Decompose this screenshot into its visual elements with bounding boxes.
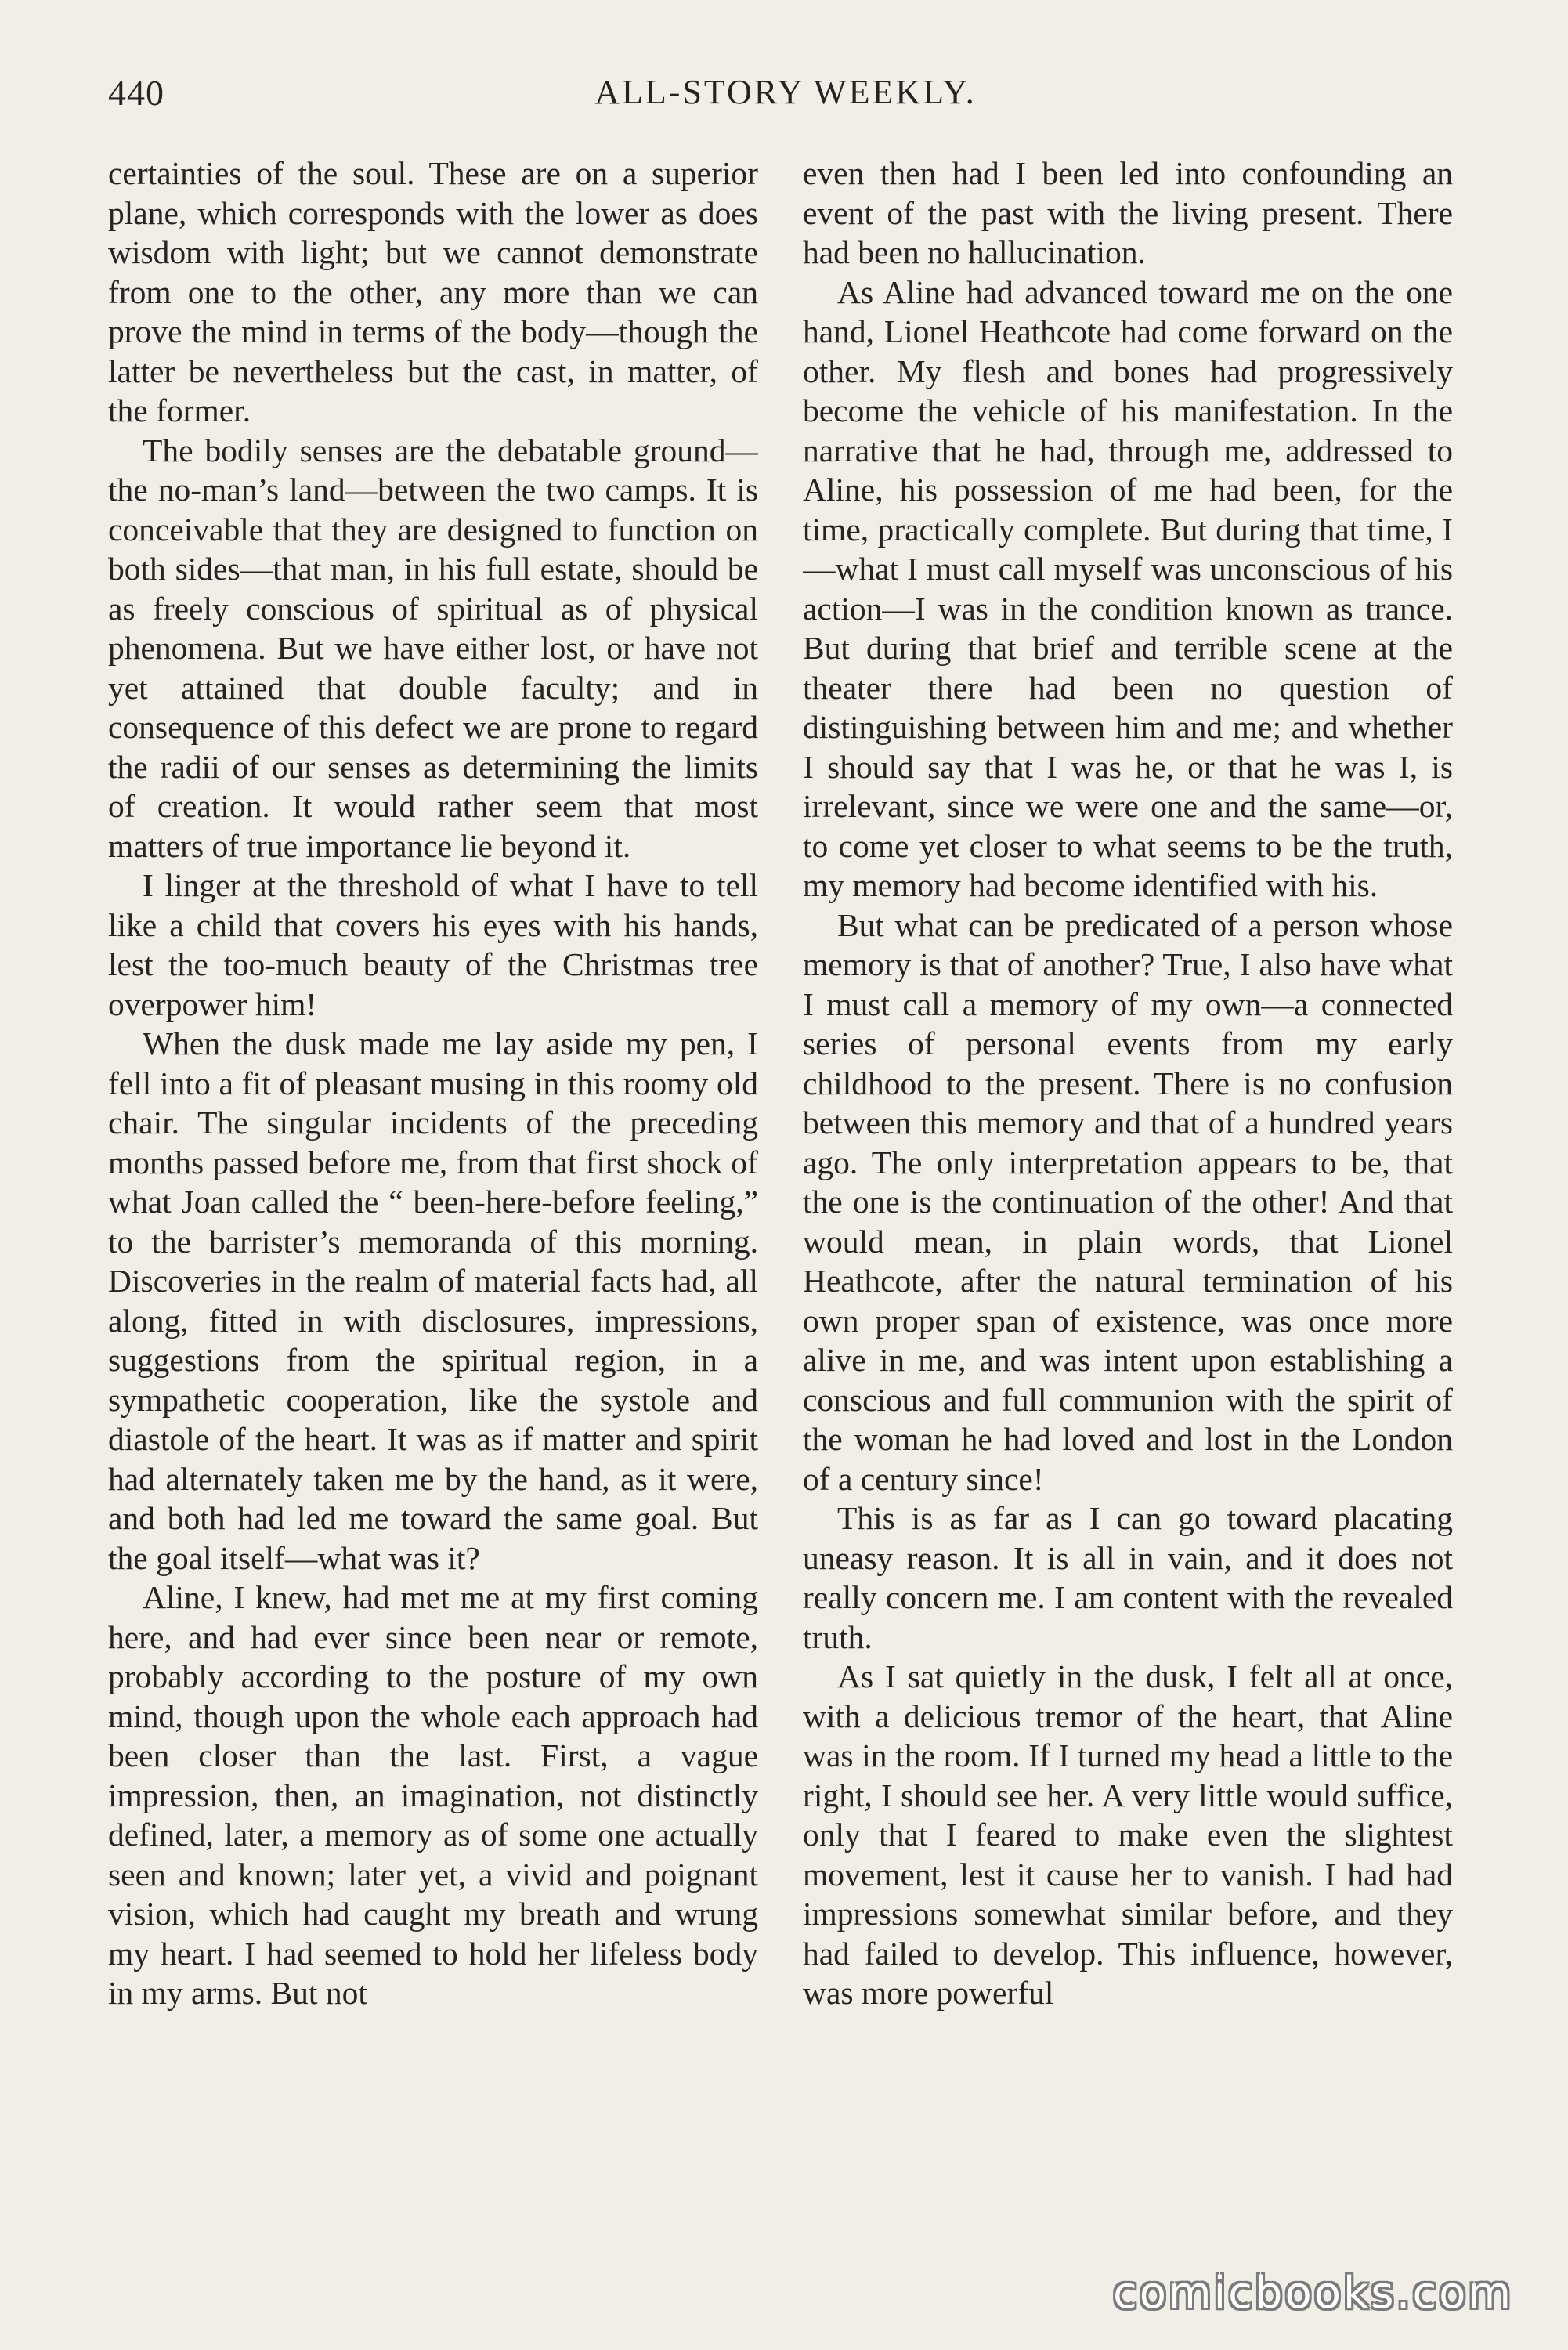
paragraph: As I sat quietly in the dusk, I felt all at once, with a delicious tremor of the heart, that Aline was in the room. If I turned my head a little to the right, I should see her. A very little would suffice, only that I feared to make even the slightest movement, lest it cause her to vanish. I had had impressions somewhat similar before, and they had failed to develop. This influence, however, was more powerful <box>803 1658 1453 2011</box>
left-column <box>108 154 758 2261</box>
paragraph: certainties of the soul. These are on a superior plane, which corresponds with the lower as does wisdom with light; but we cannot demonstrate from one to the other, any more than we can prove the mind in terms of the body—though the latter be nevertheless but the cast, in matter, of the former. <box>108 155 758 428</box>
paragraph: even then had I been led into confounding an event of the past with the living present. There had been no hallucination. <box>803 155 1453 270</box>
paragraph: This is as far as I can go toward placating uneasy reason. It is all in vain, and it does not really concern me. I am content with the revealed truth. <box>803 1500 1453 1655</box>
paragraph: As Aline had advanced toward me on the one hand, Lionel Heathcote had come forward on the other. My flesh and bones had progressively become the vehicle of his manifestation. In the narrative that he had, through me, addressed to Aline, his possession of me had been, for the time, practically complete. But during that time, I—what I must call myself was unconscious of his action—I was in the condition known as trance. But during that brief and terrible scene at the theater there had been no question of distinguishing between him and me; and whether I should say that I was he, or that he was I, is irrelevant, since we were one and the same—or, to come yet closer to what seems to be the truth, my memory had become identified with his. <box>803 273 1453 903</box>
paragraph: When the dusk made me lay aside my pen, I fell into a fit of pleasant musing in this roomy old chair. The singular incidents of the preceding months passed before me, from that first shock of what Joan called the “ been-here-before feeling,” to the barrister’s memoranda of this morning. Discoveries in the realm of material facts had, all along, fitted in with disclosures, impressions, suggestions from the spiritual region, in a sympathetic cooperation, like the systole and diastole of the heart. It was as if matter and spirit had alternately taken me by the hand, as it were, and both had led me toward the same goal. But the goal itself—what was it? <box>108 1025 758 1576</box>
paragraph: I linger at the threshold of what I have to tell like a child that covers his eyes with his hands, lest the too-much beauty of the Christmas tree overpower him! <box>108 867 758 1022</box>
paragraph: Aline, I knew, had met me at my first coming here, and had ever since been near or remote, probably according to the posture of my own mind, though upon the whole each approach had been closer than the last. First, a vague impression, then, an imagination, not distinctly defined, later, a memory as of some one actually seen and known; later yet, a vivid and poignant vision, which had caught my breath and wrung my heart. I had seemed to hold her lifeless body in my arms. But not <box>108 1579 758 2011</box>
running-head: ALL-STORY WEEKLY. <box>594 73 977 111</box>
right-column <box>803 154 1453 2261</box>
paragraph: But what can be predicated of a person whose memory is that of another? True, I also have what I must call a memory of my own—a connected series of personal events from my early childhood to the present. There is no confusion between this memory and that of a hundred years ago. The only interpretation appears to be, that the one is the continuation of the other! And that would mean, in plain words, that Lionel Heathcote, after the natural termination of his own proper span of existence, was once more alive in me, and was intent upon establishing a conscious and full communion with the spirit of the woman he had loved and lost in the London of a century since! <box>803 906 1453 1497</box>
page-header <box>108 72 1463 127</box>
page-number: 440 <box>108 73 164 113</box>
watermark: comicbooks.com <box>1112 2268 1513 2319</box>
paragraph: The bodily senses are the debatable ground—the no-man’s land—between the two camps. It is conceivable that they are designed to function on both sides—that man, in his full estate, should be as freely conscious of spiritual as of physical phenomena. But we have either lost, or have not yet attained that double faculty; and in consequence of this defect we are prone to regard the radii of our senses as determining the limits of creation. It would rather seem that most matters of true importance lie beyond it. <box>108 432 758 864</box>
